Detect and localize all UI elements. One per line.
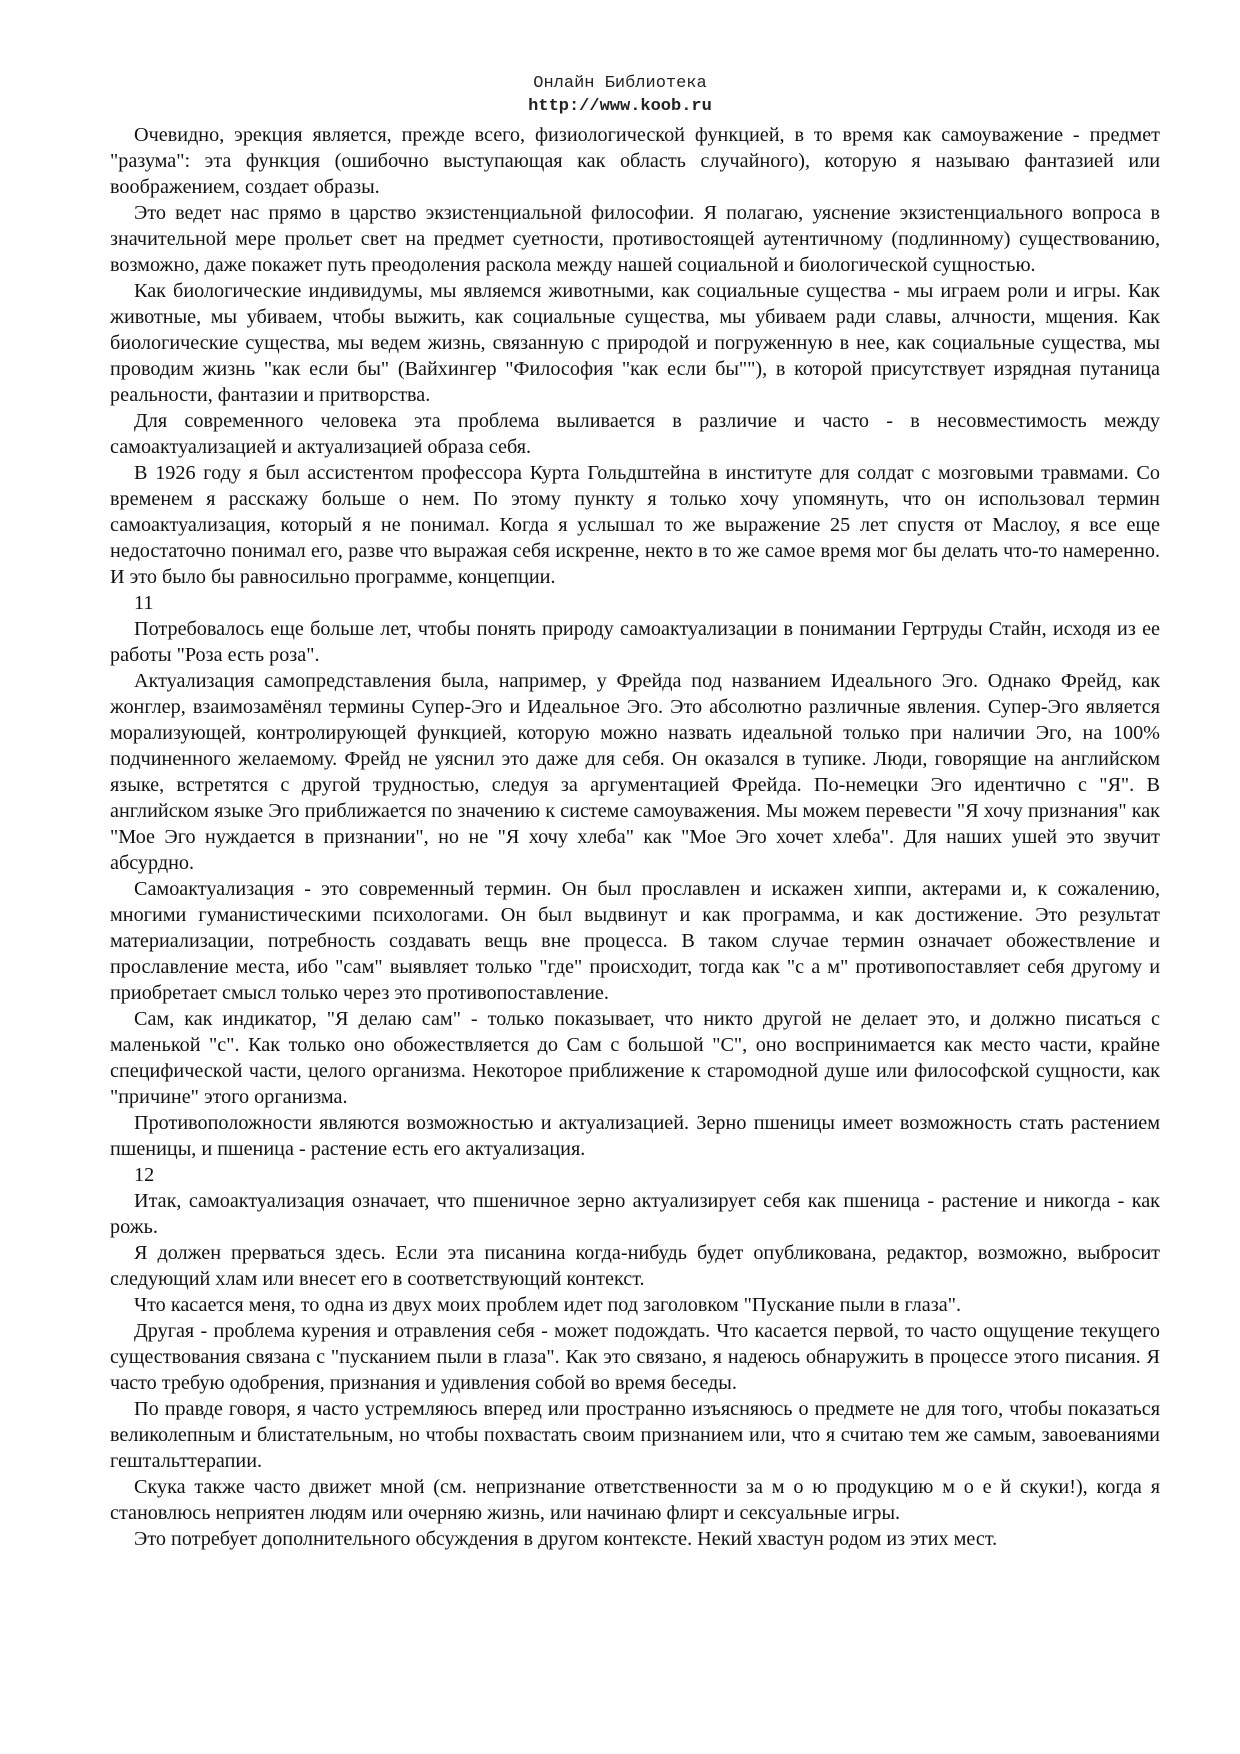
document-body bbox=[110, 122, 1160, 1552]
library-title: Онлайн Библиотека bbox=[533, 74, 707, 93]
paragraph: Актуализация самопредставления была, например, у Фрейда под названием Идеального Эго. Однако Фрейд, как жонглер, взаимозамёнял термины Супер-Эго и Идеальное Эго. Это абсолютно различные явления. Супер-Эго является морализующей, контролирующей функцией, которую можно назвать идеальной только при наличии Эго, на 100% подчиненного желаемому. Фрейд не уяснил это даже для себя. Он оказался в тупике. Люди, говорящие на английском языке, встретятся с другой трудностью, следуя за аргументацией Фрейда. По-немецки Эго идентично с "Я". В английском языке Эго приближается по значению к системе самоуважения. Мы можем перевести "Я хочу признания" как "Мое Эго нуждается в признании", но не "Я хочу хлеба" как "Мое Эго хочет хлеба". Для наших ушей это звучит абсурдно. bbox=[110, 670, 1160, 874]
paragraph: Итак, самоактуализация означает, что пшеничное зерно актуализирует себя как пшеница - растение и никогда - как рожь. bbox=[110, 1190, 1160, 1238]
paragraph: Что касается меня, то одна из двух моих проблем идет под заголовком "Пускание пыли в глаза". bbox=[134, 1294, 961, 1316]
page-number: 11 bbox=[134, 592, 154, 614]
paragraph: В 1926 году я был ассистентом профессора Курта Гольдштейна в институте для солдат с мозговыми травмами. Со временем я расскажу больше о нем. По этому пункту я только хочу упомянуть, что он использовал термин самоактуализация, который я не понимал. Когда я услышал то же выражение 25 лет спустя от Маслоу, я все еще недостаточно понимал его, разве что выражая себя искренне, некто в то же самое время мог бы делать что-то намеренно. И это было бы равносильно программе, концепции. bbox=[110, 462, 1160, 588]
paragraph: Это потребует дополнительного обсуждения в другом контексте. Некий хвастун родом из этих мест. bbox=[134, 1528, 998, 1550]
library-url[interactable]: http://www.koob.ru bbox=[528, 97, 712, 116]
paragraph: Противоположности являются возможностью и актуализацией. Зерно пшеницы имеет возможность стать растением пшеницы, и пшеница - растение есть его актуализация. bbox=[110, 1112, 1160, 1160]
paragraph: Это ведет нас прямо в царство экзистенциальной философии. Я полагаю, уяснение экзистенциального вопроса в значительной мере прольет свет на предмет суетности, противостоящей аутентичному (подлинному) существованию, возможно, даже покажет путь преодоления раскола между нашей социальной и биологической сущностью. bbox=[110, 202, 1160, 276]
paragraph: Самоактуализация - это современный термин. Он был прославлен и искажен хиппи, актерами и, к сожалению, многими гуманистическими психологами. Он был выдвинут и как программа, и как достижение. Это результат материализации, потребность создавать вещь вне процесса. В таком случае термин означает обожествление и прославление места, ибо "сам" выявляет только "где" происходит, тогда как "с а м" противопоставляет себя другому и приобретает смысл только через это противопоставление. bbox=[110, 878, 1160, 1004]
paragraph: Скука также часто движет мной (см. непризнание ответственности за м о ю продукцию м о е й скуки!), когда я становлюсь неприятен людям или очерняю жизнь, или начинаю флирт и сексуальные игры. bbox=[110, 1476, 1160, 1524]
page-number: 12 bbox=[134, 1164, 155, 1186]
paragraph: Я должен прерваться здесь. Если эта писанина когда-нибудь будет опубликована, редактор, возможно, выбросит следующий хлам или внесет его в соответствующий контекст. bbox=[110, 1242, 1160, 1290]
paragraph: По правде говоря, я часто устремляюсь вперед или пространно изъясняюсь о предмете не для того, чтобы показаться великолепным и блистательным, но чтобы похвастать своим признанием или, что я считаю тем же самым, завоеваниями гештальттерапии. bbox=[110, 1398, 1160, 1472]
paragraph: Очевидно, эрекция является, прежде всего, физиологической функцией, в то время как самоуважение - предмет "разума": эта функция (ошибочно выступающая как область случайного), которую я называю фантазией или воображением, создает образы. bbox=[110, 124, 1160, 198]
paragraph: Другая - проблема курения и отравления себя - может подождать. Что касается первой, то часто ощущение текущего существования связана с "пусканием пыли в глаза". Как это связано, я надеюсь обнаружить в процессе этого писания. Я часто требую одобрения, признания и удивления собой во время беседы. bbox=[110, 1320, 1160, 1394]
paragraph: Как биологические индивидумы, мы являемся животными, как социальные существа - мы играем роли и игры. Как животные, мы убиваем, чтобы выжить, как социальные существа, мы убиваем ради славы, алчности, мщения. Как биологические существа, мы ведем жизнь, связанную с природой и погруженную в нее, как социальные существа, мы проводим жизнь "как если бы" (Вайхингер "Философия "как если бы""), в которой присутствует изрядная путаница реальности, фантазии и притворства. bbox=[110, 280, 1160, 406]
paragraph: Сам, как индикатор, "Я делаю сам" - только показывает, что никто другой не делает это, и должно писаться с маленькой "с". Как только оно обожествляется до Сам с большой "С", оно воспринимается как место части, крайне специфической части, целого организма. Некоторое приближение к старомодной душе или философской сущности, как "причине" этого организма. bbox=[110, 1008, 1160, 1108]
paragraph: Потребовалось еще больше лет, чтобы понять природу самоактуализации в понимании Гертруды Стайн, исходя из ее работы "Роза есть роза". bbox=[110, 618, 1160, 666]
paragraph: Для современного человека эта проблема выливается в различие и часто - в несовместимость между самоактуализацией и актуализацией образа себя. bbox=[110, 410, 1160, 458]
